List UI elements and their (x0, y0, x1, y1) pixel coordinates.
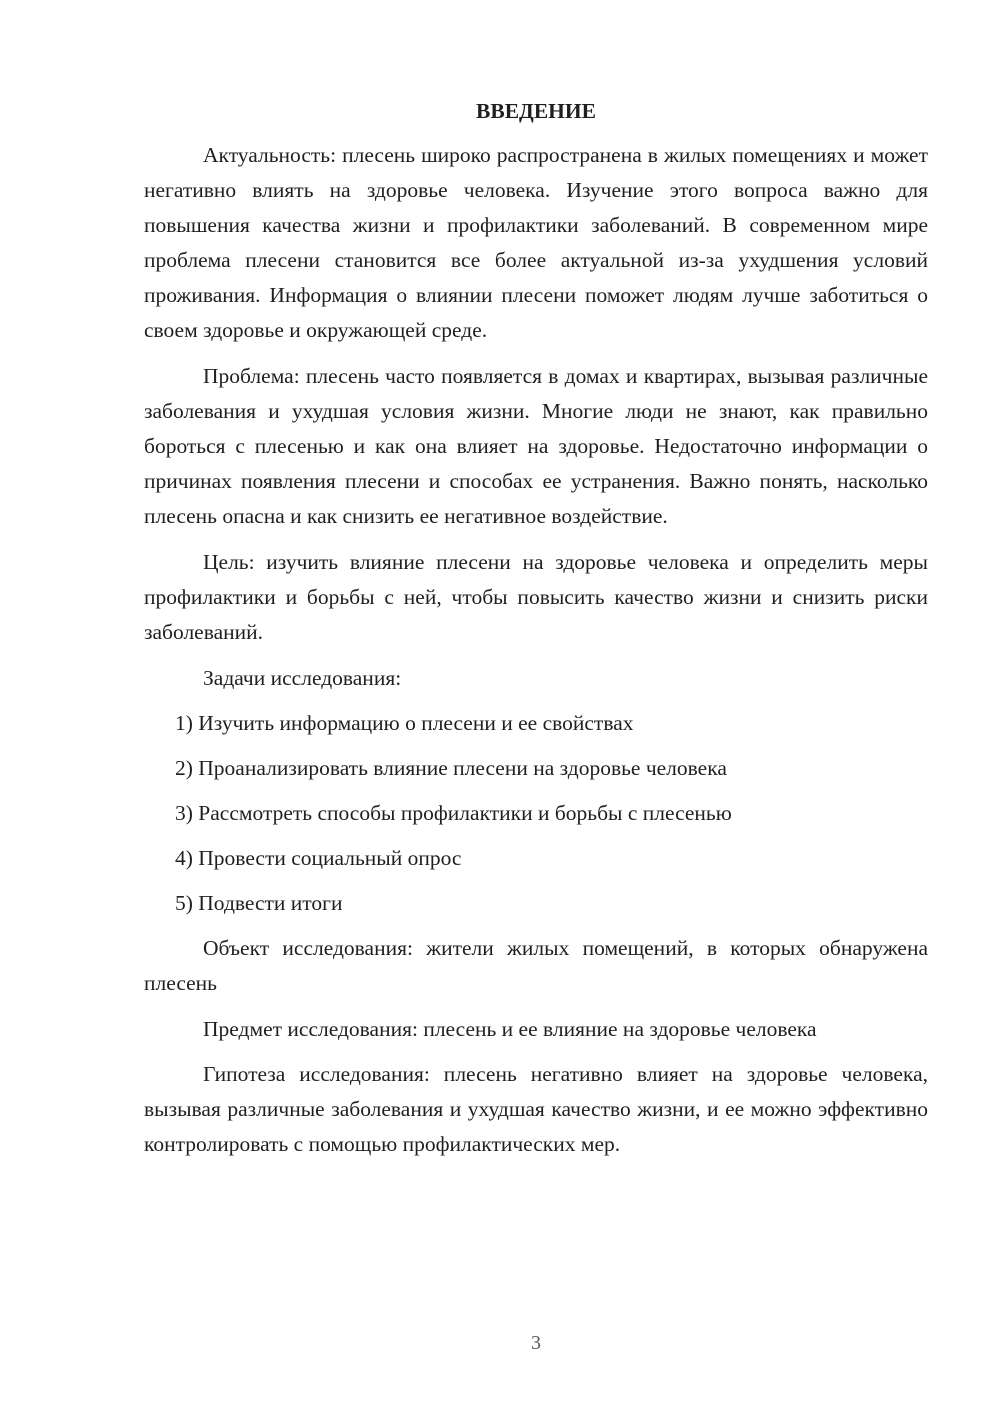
list-item: 1) Изучить информацию о плесени и ее свойствах (175, 711, 634, 735)
list-item: 3) Рассмотреть способы профилактики и борьбы с плесенью (175, 801, 732, 825)
tasks-list (144, 706, 928, 921)
paragraph-hypothesis: Гипотеза исследования: плесень негативно влияет на здоровье человека, вызывая различные заболевания и ухудшая качество жизни, и ее можно эффективно контролировать с помощью профилактических мер. (144, 1062, 928, 1156)
tasks-heading: Задачи исследования: (203, 666, 402, 690)
paragraph-relevance: Актуальность: плесень широко распространена в жилых помещениях и может негативно влиять на здоровье человека. Изучение этого вопроса важно для повышения качества жизни и профилактики заболеваний. В современном мире проблема плесени становится все более актуальной из-за ухудшения условий проживания. Информация о влиянии плесени поможет людям лучше заботиться о своем здоровье и окружающей среде. (144, 143, 928, 342)
list-item: 5) Подвести итоги (175, 891, 343, 915)
document-body (144, 96, 928, 1173)
list-item: 2) Проанализировать влияние плесени на здоровье человека (175, 756, 727, 780)
page-number: 3 (531, 1332, 541, 1354)
paragraph-subject: Предмет исследования: плесень и ее влияние на здоровье человека (203, 1017, 817, 1041)
paragraph-goal: Цель: изучить влияние плесени на здоровье человека и определить меры профилактики и борьбы с ней, чтобы повысить качество жизни и снизить риски заболеваний. (144, 550, 928, 644)
list-item: 4) Провести социальный опрос (175, 846, 462, 870)
paragraph-object: Объект исследования: жители жилых помещений, в которых обнаружена плесень (144, 936, 928, 995)
paragraph-problem: Проблема: плесень часто появляется в домах и квартирах, вызывая различные заболевания и ухудшая условия жизни. Многие люди не знают, как правильно бороться с плесенью и как она влияет на здоровье. Недостаточно информации о причинах появления плесени и способах ее устранения. Важно понять, насколько плесень опасна и как снизить ее негативное воздействие. (144, 364, 928, 528)
section-title: ВВЕДЕНИЕ (476, 99, 596, 123)
